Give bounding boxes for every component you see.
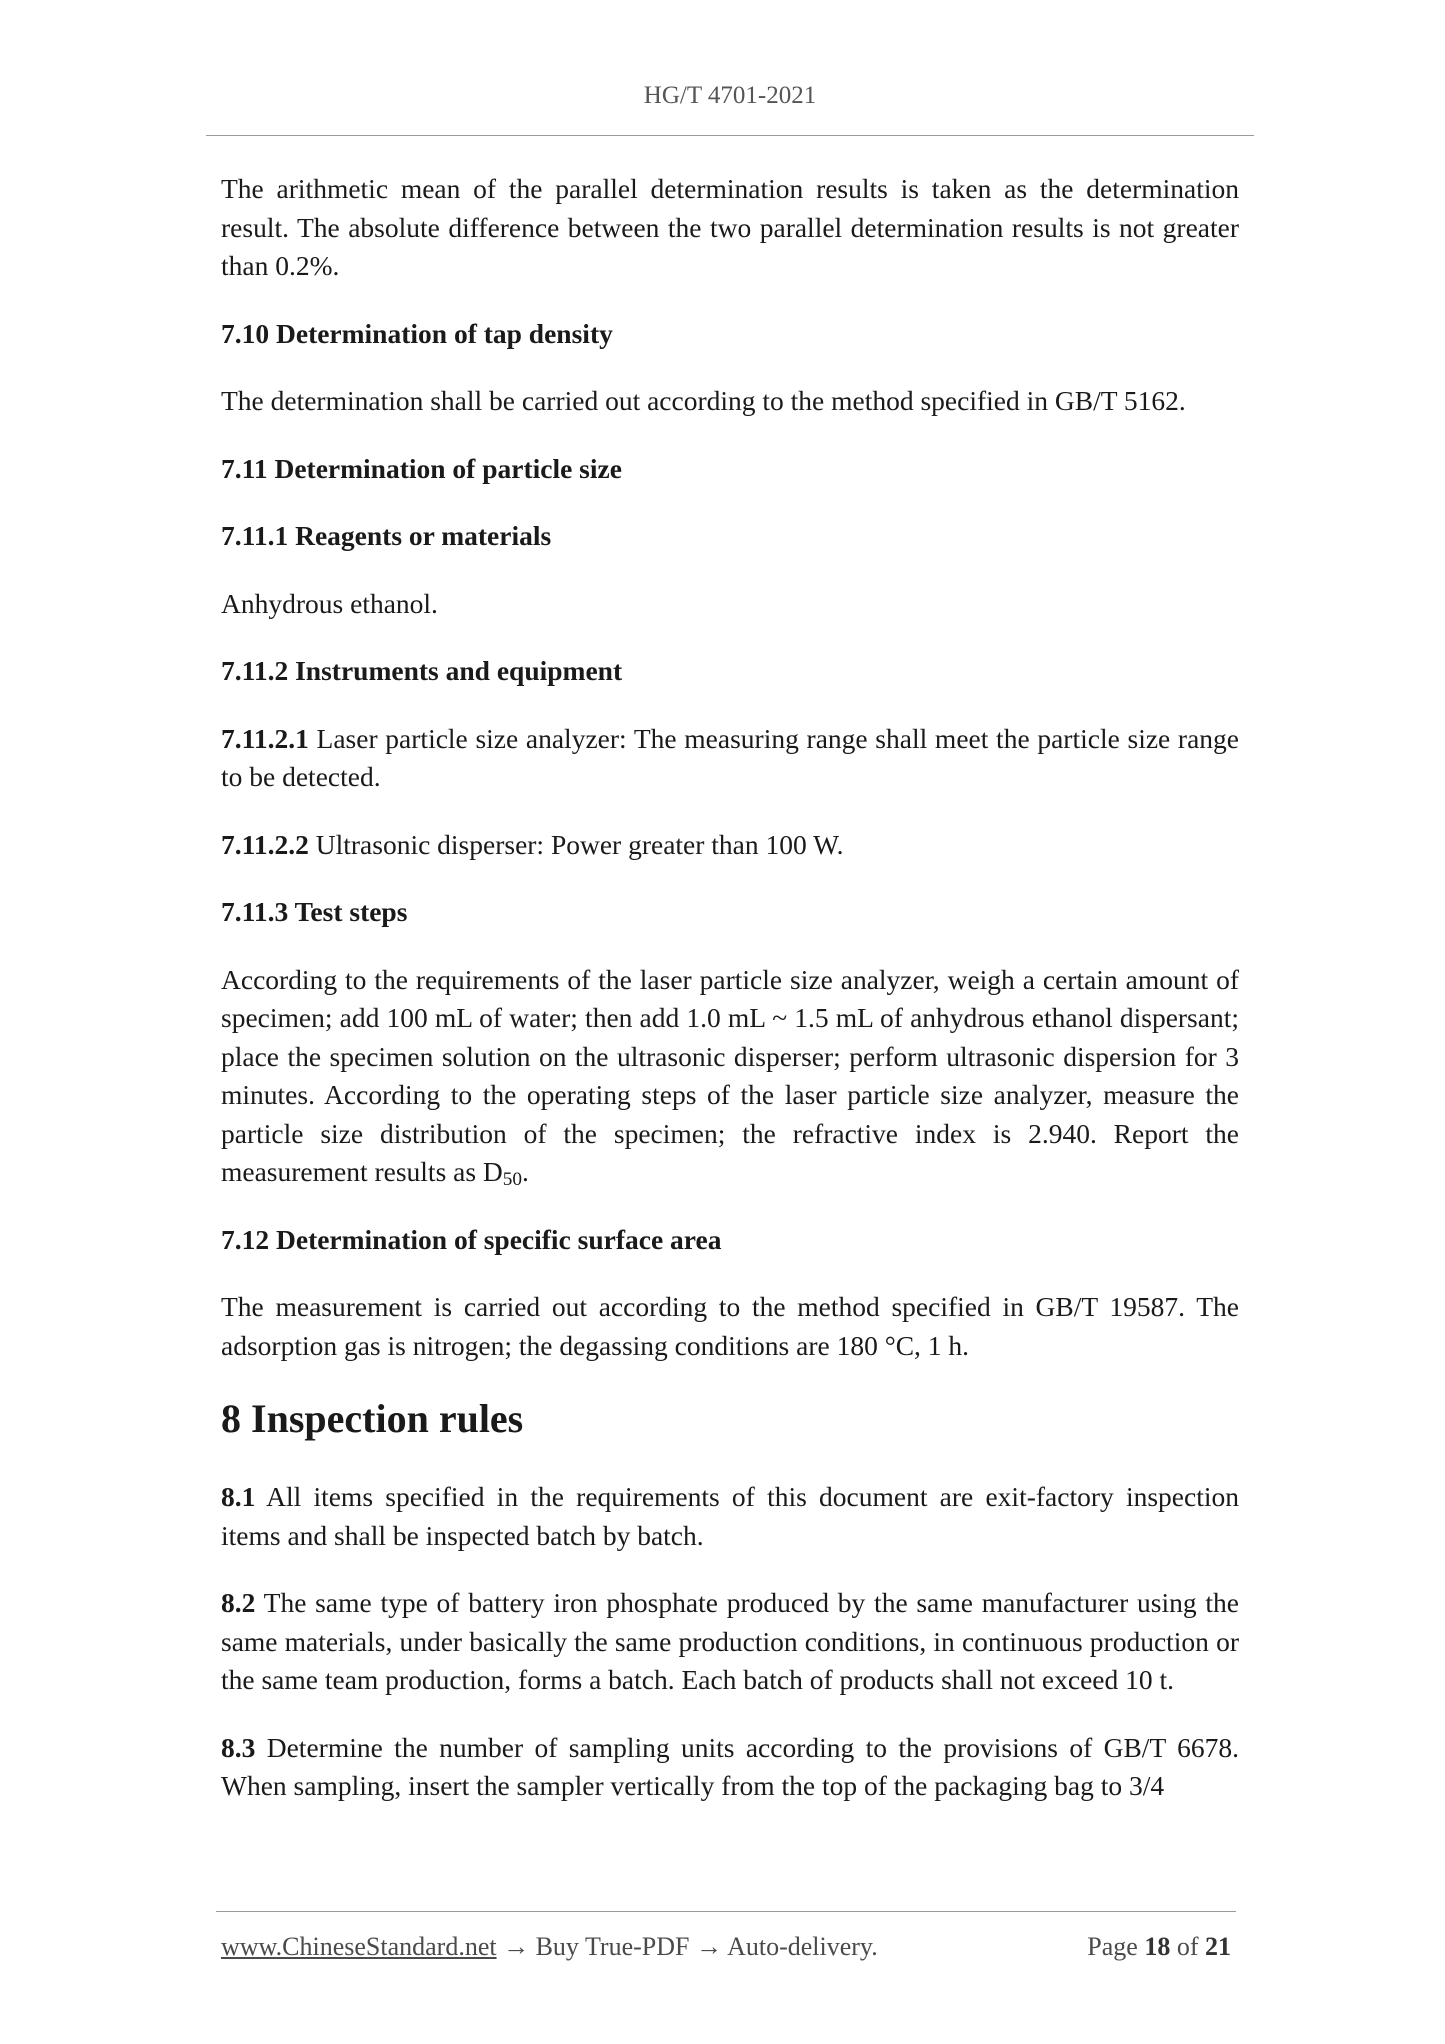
standard-code: HG/T 4701-2021 — [643, 82, 817, 109]
heading-7-11: 7.11 Determination of particle size — [221, 452, 622, 484]
clause-text: Ultrasonic disperser: Power greater than 100 W. — [308, 828, 844, 860]
clause-end: . — [522, 1156, 529, 1187]
delivery-text: Auto-delivery. — [727, 1932, 878, 1961]
paragraph-8-3 — [221, 1729, 1239, 1806]
footer-divider — [216, 1911, 1236, 1912]
arrow-right-icon: → — [689, 1932, 728, 1961]
paragraph-7-11-3 — [221, 961, 1239, 1192]
heading-7-11-2: 7.11.2 Instruments and equipment — [221, 655, 623, 686]
paragraph-7-11-1: Anhydrous ethanol. — [221, 587, 438, 619]
site-link[interactable]: www.ChineseStandard.net — [221, 1932, 497, 1961]
page-total: 21 — [1205, 1932, 1231, 1961]
heading-7-12: 7.12 Determination of specific surface area — [221, 1223, 722, 1255]
paragraph-7-12: The measurement is carried out according to the method specified in GB/T 19587. The adsorption gas is nitrogen; the degassing conditions are 180 °C, 1 h. — [221, 1291, 1239, 1361]
buy-text: Buy True-PDF — [535, 1932, 690, 1961]
clause-number: 7.11.2.2 — [221, 828, 309, 860]
page-number — [1087, 1932, 1231, 1962]
clause-text: Determine the number of sampling units according to the provisions of GB/T 6678. When sampling, insert the sampler vertically from the top of the packaging bag to 3/4 — [221, 1731, 1239, 1801]
paragraph-intro: The arithmetic mean of the parallel determination results is taken as the determination result. The absolute difference between the two parallel determination results is not greater than 0.2%. — [221, 173, 1239, 281]
clause-number: 8.2 — [221, 1587, 256, 1618]
heading-7-11-3: 7.11.3 Test steps — [221, 896, 408, 927]
paragraph-7-10: The determination shall be carried out according to the method specified in GB/T 5162. — [221, 385, 1186, 416]
clause-text: The same type of battery iron phosphate produced by the same manufacturer using the same materials, under basically the same production conditions, in continuous production or the same team production, forms a batch. Each batch of products shall not exceed 10 t. — [221, 1587, 1239, 1695]
page-header — [206, 82, 1254, 110]
heading-7-10: 7.10 Determination of tap density — [221, 317, 613, 349]
clause-text: All items specified in the requirements of this document are exit-factory inspection items and shall be inspected batch by batch. — [221, 1481, 1239, 1551]
clause-text: Laser particle size analyzer: The measuring range shall meet the particle size range to be detected. — [221, 722, 1239, 792]
paragraph-7-11-2-1 — [221, 720, 1239, 797]
page-current: 18 — [1144, 1932, 1171, 1961]
clause-text: According to the requirements of the laser particle size analyzer, weigh a certain amount of specimen; add 100 mL of water; then add 1.0 mL ~ 1.5 mL of anhydrous ethanol dispersant; place the specimen solution on the ultrasonic disperser; perform ultrasonic dispersion for 3 minutes. According to the operating steps of the laser particle size analyzer, measure the particle size distribution of the specimen; the refractive index is 2.940. Report the measurement results as D — [221, 963, 1239, 1187]
paragraph-7-11-2-2 — [221, 826, 1239, 865]
footer-promo — [221, 1932, 878, 1962]
page-of-label: of — [1170, 1932, 1205, 1961]
chapter-heading-8: 8 Inspection rules — [221, 1396, 524, 1441]
header-divider — [206, 135, 1254, 136]
clause-number: 8.3 — [221, 1731, 256, 1763]
page-label: Page — [1087, 1932, 1145, 1961]
arrow-right-icon: → — [496, 1932, 536, 1961]
paragraph-8-2 — [221, 1584, 1239, 1700]
clause-number: 8.1 — [221, 1481, 256, 1512]
paragraph-8-1 — [221, 1478, 1239, 1555]
heading-7-11-1: 7.11.1 Reagents or materials — [221, 520, 552, 551]
document-body — [221, 170, 1239, 1835]
clause-number: 7.11.2.1 — [221, 722, 309, 754]
subscript-50: 50 — [502, 1168, 523, 1190]
